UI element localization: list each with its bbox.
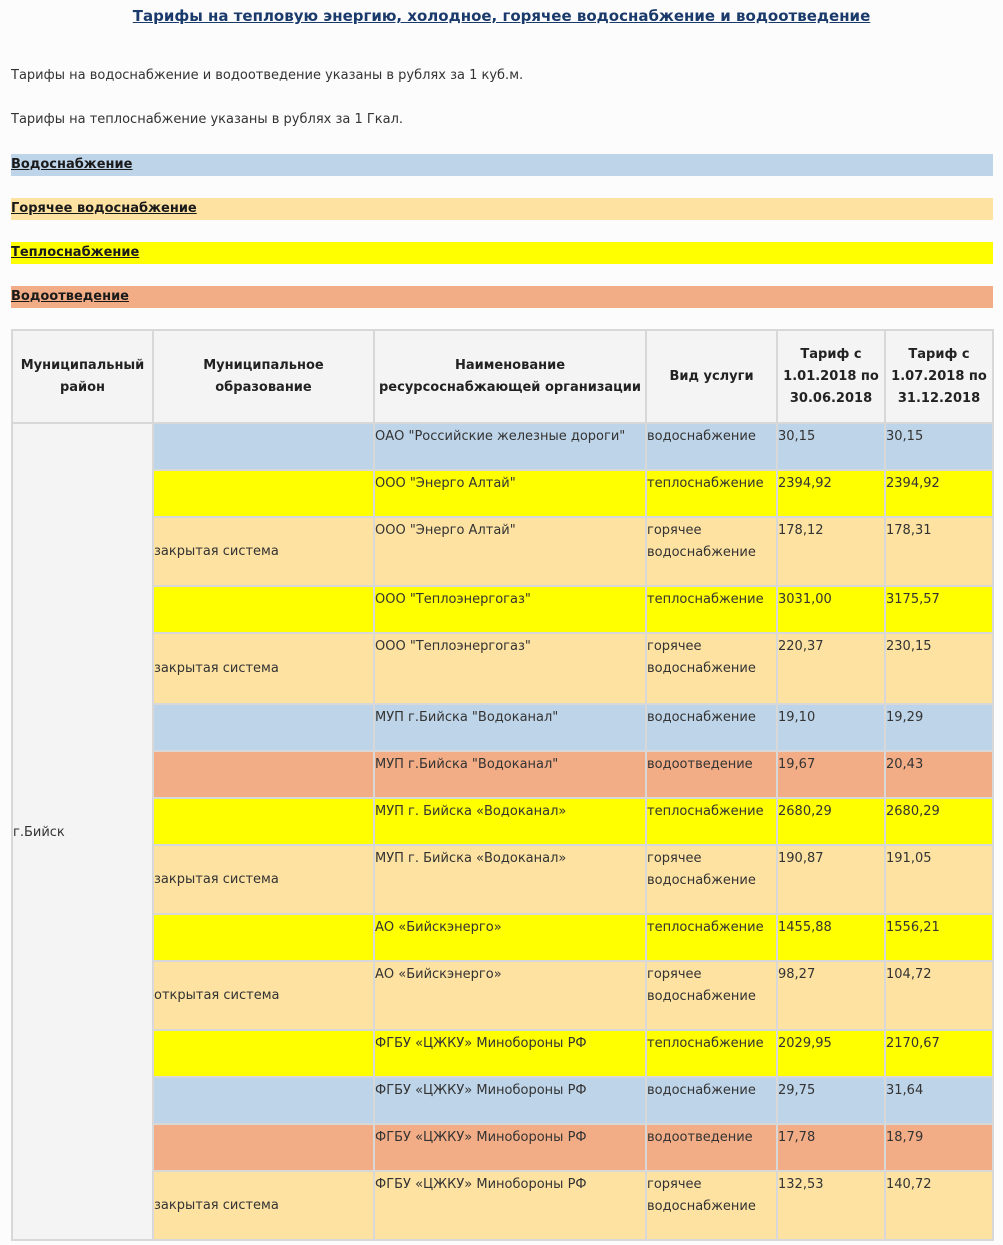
tariff-h2-cell: 140,72 (885, 1171, 993, 1240)
tariff-h2-cell: 1556,21 (885, 914, 993, 961)
table-row (12, 751, 993, 798)
organization-cell: ОАО "Российские железные дороги" (374, 423, 646, 470)
service-cell: теплоснабжение (646, 1030, 777, 1077)
tariff-h2-cell: 2394,92 (885, 470, 993, 517)
tariff-h1-cell: 190,87 (777, 845, 885, 914)
organization-cell: ООО "Энерго Алтай" (374, 517, 646, 586)
table-row (12, 1124, 993, 1171)
municipality-cell: закрытая система (153, 517, 374, 586)
municipality-cell (153, 914, 374, 961)
organization-cell: ООО "Теплоэнергогаз" (374, 633, 646, 704)
table-row (12, 633, 993, 704)
table-header-row (12, 330, 993, 423)
district-cell: г.Бийск (12, 423, 153, 1240)
table-row (12, 914, 993, 961)
municipality-cell (153, 470, 374, 517)
tariff-h1-cell: 2394,92 (777, 470, 885, 517)
page-title[interactable]: Тарифы на тепловую энергию, холодное, горячее водоснабжение и водоотведение (132, 7, 871, 25)
municipality-cell (153, 704, 374, 751)
tariff-h1-cell: 19,67 (777, 751, 885, 798)
municipality-cell: открытая система (153, 961, 374, 1030)
tariff-h2-cell: 18,79 (885, 1124, 993, 1171)
tariff-h1-cell: 132,53 (777, 1171, 885, 1240)
table-row (12, 798, 993, 845)
municipality-cell (153, 1077, 374, 1124)
service-cell: теплоснабжение (646, 586, 777, 633)
municipality-cell (153, 1124, 374, 1171)
col-header-organization: Наименование ресурсоснабжающей организации (374, 330, 646, 423)
service-cell: водоснабжение (646, 1077, 777, 1124)
organization-cell: МУП г. Бийска «Водоканал» (374, 845, 646, 914)
tariff-h1-cell: 178,12 (777, 517, 885, 586)
tariff-h2-cell: 104,72 (885, 961, 993, 1030)
municipality-cell (153, 1030, 374, 1077)
tariff-h1-cell: 2680,29 (777, 798, 885, 845)
tariff-h2-cell: 2680,29 (885, 798, 993, 845)
organization-cell: ФГБУ «ЦЖКУ» Минобороны РФ (374, 1124, 646, 1171)
organization-cell: МУП г.Бийска "Водоканал" (374, 751, 646, 798)
table-row (12, 517, 993, 586)
table-row (12, 704, 993, 751)
col-header-tariff-h1: Тариф с 1.01.2018 по 30.06.2018 (777, 330, 885, 423)
tariff-h2-cell: 3175,57 (885, 586, 993, 633)
note-water-units: Тарифы на водоснабжение и водоотведение указаны в рублях за 1 куб.м. (11, 68, 524, 83)
service-cell: теплоснабжение (646, 914, 777, 961)
tariff-h2-cell: 20,43 (885, 751, 993, 798)
service-cell: водоснабжение (646, 704, 777, 751)
tariff-h2-cell: 31,64 (885, 1077, 993, 1124)
tariff-h1-cell: 2029,95 (777, 1030, 885, 1077)
service-cell: водоотведение (646, 751, 777, 798)
service-cell: горячее водоснабжение (646, 517, 777, 586)
municipality-cell: закрытая система (153, 633, 374, 704)
legend-hot-water[interactable]: Горячее водоснабжение (11, 198, 993, 220)
service-cell: горячее водоснабжение (646, 845, 777, 914)
tariff-h2-cell: 30,15 (885, 423, 993, 470)
organization-cell: ООО "Теплоэнергогаз" (374, 586, 646, 633)
tariff-h1-cell: 98,27 (777, 961, 885, 1030)
municipality-cell (153, 751, 374, 798)
organization-cell: АО «Бийскэнерго» (374, 961, 646, 1030)
service-cell: горячее водоснабжение (646, 633, 777, 704)
service-cell: водоотведение (646, 1124, 777, 1171)
tariff-h1-cell: 220,37 (777, 633, 885, 704)
tariff-h1-cell: 19,10 (777, 704, 885, 751)
tariff-h2-cell: 178,31 (885, 517, 993, 586)
note-heat-units: Тарифы на теплоснабжение указаны в рублях за 1 Гкал. (11, 112, 404, 127)
service-cell: водоснабжение (646, 423, 777, 470)
legend-water[interactable]: Водоснабжение (11, 154, 993, 176)
tariff-h1-cell: 1455,88 (777, 914, 885, 961)
col-header-tariff-h2: Тариф с 1.07.2018 по 31.12.2018 (885, 330, 993, 423)
tariff-h2-cell: 2170,67 (885, 1030, 993, 1077)
col-header-service: Вид услуги (646, 330, 777, 423)
organization-cell: ФГБУ «ЦЖКУ» Минобороны РФ (374, 1077, 646, 1124)
tariff-h2-cell: 230,15 (885, 633, 993, 704)
table-row (12, 1077, 993, 1124)
table-row (12, 845, 993, 914)
municipality-cell (153, 798, 374, 845)
table-row (12, 423, 993, 470)
tariff-h1-cell: 30,15 (777, 423, 885, 470)
organization-cell: ООО "Энерго Алтай" (374, 470, 646, 517)
table-row (12, 961, 993, 1030)
table-row (12, 470, 993, 517)
legend-heat[interactable]: Теплоснабжение (11, 242, 993, 264)
table-row (12, 1030, 993, 1077)
table-row (12, 1171, 993, 1240)
organization-cell: МУП г. Бийска «Водоканал» (374, 798, 646, 845)
service-cell: горячее водоснабжение (646, 961, 777, 1030)
tariff-h1-cell: 3031,00 (777, 586, 885, 633)
service-cell: теплоснабжение (646, 798, 777, 845)
organization-cell: ФГБУ «ЦЖКУ» Минобороны РФ (374, 1171, 646, 1240)
municipality-cell (153, 423, 374, 470)
organization-cell: ФГБУ «ЦЖКУ» Минобороны РФ (374, 1030, 646, 1077)
col-header-municipality: Муниципальное образование (153, 330, 374, 423)
tariff-table (11, 329, 994, 1241)
municipality-cell: закрытая система (153, 1171, 374, 1240)
service-cell: теплоснабжение (646, 470, 777, 517)
tariff-h2-cell: 191,05 (885, 845, 993, 914)
col-header-district: Муниципальный район (12, 330, 153, 423)
table-row (12, 586, 993, 633)
tariff-h2-cell: 19,29 (885, 704, 993, 751)
legend-sewer[interactable]: Водоотведение (11, 286, 993, 308)
service-cell: горячее водоснабжение (646, 1171, 777, 1240)
municipality-cell (153, 586, 374, 633)
municipality-cell: закрытая система (153, 845, 374, 914)
tariff-h1-cell: 17,78 (777, 1124, 885, 1171)
organization-cell: АО «Бийскэнерго» (374, 914, 646, 961)
organization-cell: МУП г.Бийска "Водоканал" (374, 704, 646, 751)
tariff-h1-cell: 29,75 (777, 1077, 885, 1124)
